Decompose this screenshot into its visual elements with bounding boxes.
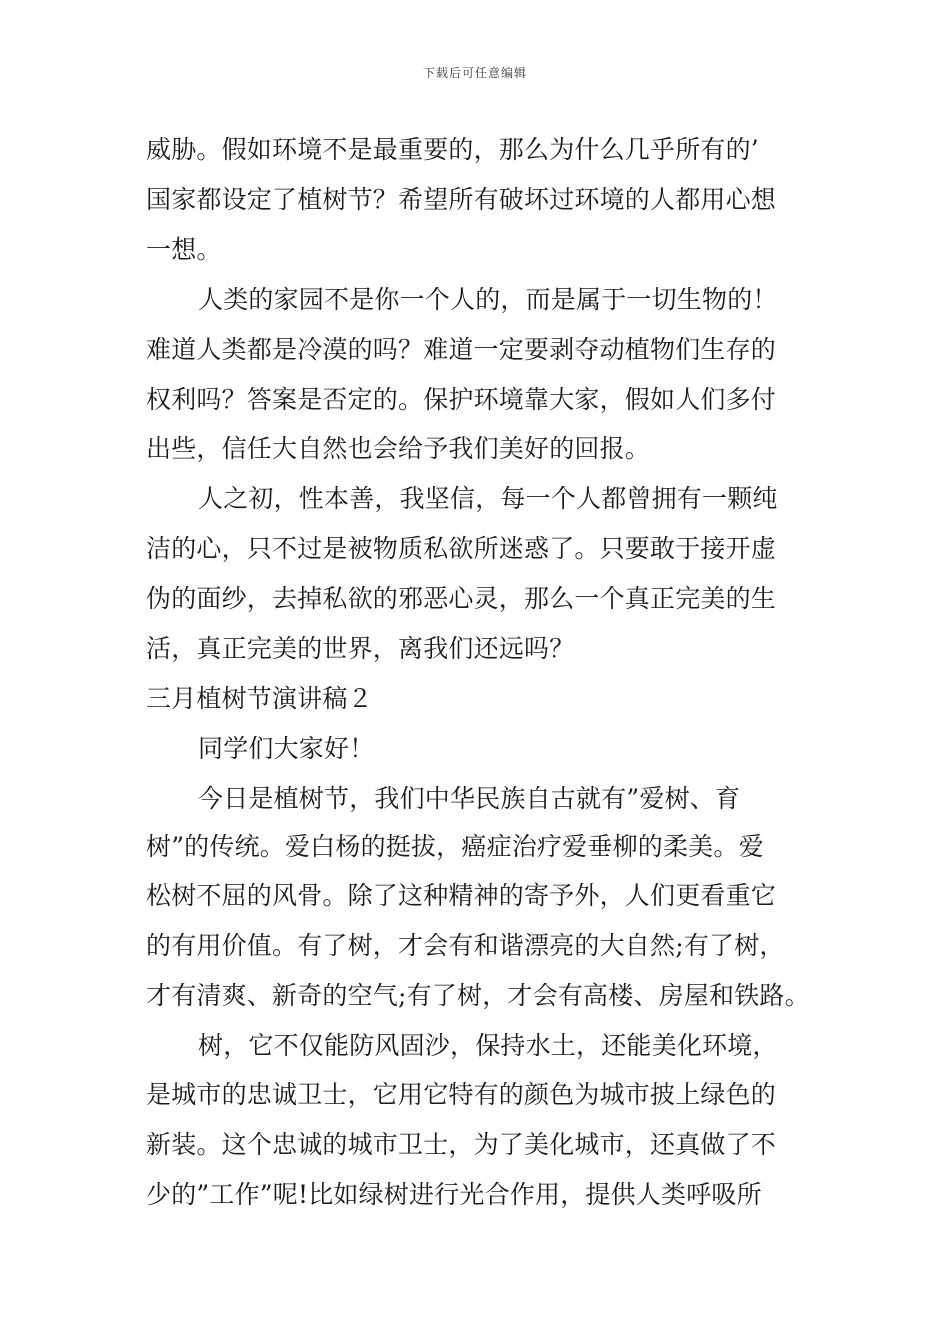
- body-line: 威胁。假如环境不是最重要的，那么为什么几乎所有的’: [146, 135, 759, 164]
- paragraph-first-line: 今日是植树节，我们中华民族自古就有”爱树、育: [198, 784, 741, 813]
- greeting-line: 同学们大家好！: [198, 734, 375, 763]
- body-line: 伪的面纱，去掉私欲的邪恶心灵，那么一个真正完美的生: [146, 584, 777, 613]
- paragraph-first-line: 人类的家园不是你一个人的，而是属于一切生物的！: [198, 285, 778, 314]
- body-line: 少的”工作”呢!比如绿树进行光合作用，提供人类呼吸所: [146, 1180, 762, 1209]
- body-line: 是城市的忠诚卫士，它用它特有的颜色为城市披上绿色的: [146, 1080, 777, 1109]
- body-line: 出些，信任大自然也会给予我们美好的回报。: [146, 434, 651, 463]
- section-title: 三月植树节演讲稿２: [146, 684, 373, 713]
- body-line: 活，真正完美的世界，离我们还远吗？: [146, 634, 575, 663]
- body-line: 权利吗？答案是否定的。保护环境靠大家，假如人们多付: [146, 385, 777, 414]
- body-line: 一想。: [146, 235, 222, 264]
- paragraph-first-line: 人之初，性本善，我坚信，每一个人都曾拥有一颗纯: [198, 484, 778, 513]
- body-line: 树”的传统。爱白杨的挺拔，癌症治疗爱垂柳的柔美。爱: [146, 832, 764, 861]
- body-line: 新装。这个忠诚的城市卫士，为了美化城市，还真做了不: [146, 1130, 777, 1159]
- body-line: 才有清爽、新奇的空气;有了树，才会有高楼、房屋和铁路。: [146, 981, 810, 1010]
- page-header: 下载后可任意编辑: [422, 66, 527, 80]
- body-line: 难道人类都是冷漠的吗？难道一定要剥夺动植物们生存的: [146, 335, 777, 364]
- body-line: 的有用价值。有了树，才会有和谐漂亮的大自然;有了树，: [146, 931, 785, 960]
- paragraph-first-line: 树，它不仅能防风固沙，保持水土，还能美化环境，: [198, 1031, 778, 1060]
- body-line: 国家都设定了植树节？希望所有破坏过环境的人都用心想: [146, 185, 777, 214]
- body-line: 松树不屈的风骨。除了这种精神的寄予外，人们更看重它: [146, 881, 777, 910]
- body-line: 洁的心，只不过是被物质私欲所迷惑了。只要敢于接开虚: [146, 534, 777, 563]
